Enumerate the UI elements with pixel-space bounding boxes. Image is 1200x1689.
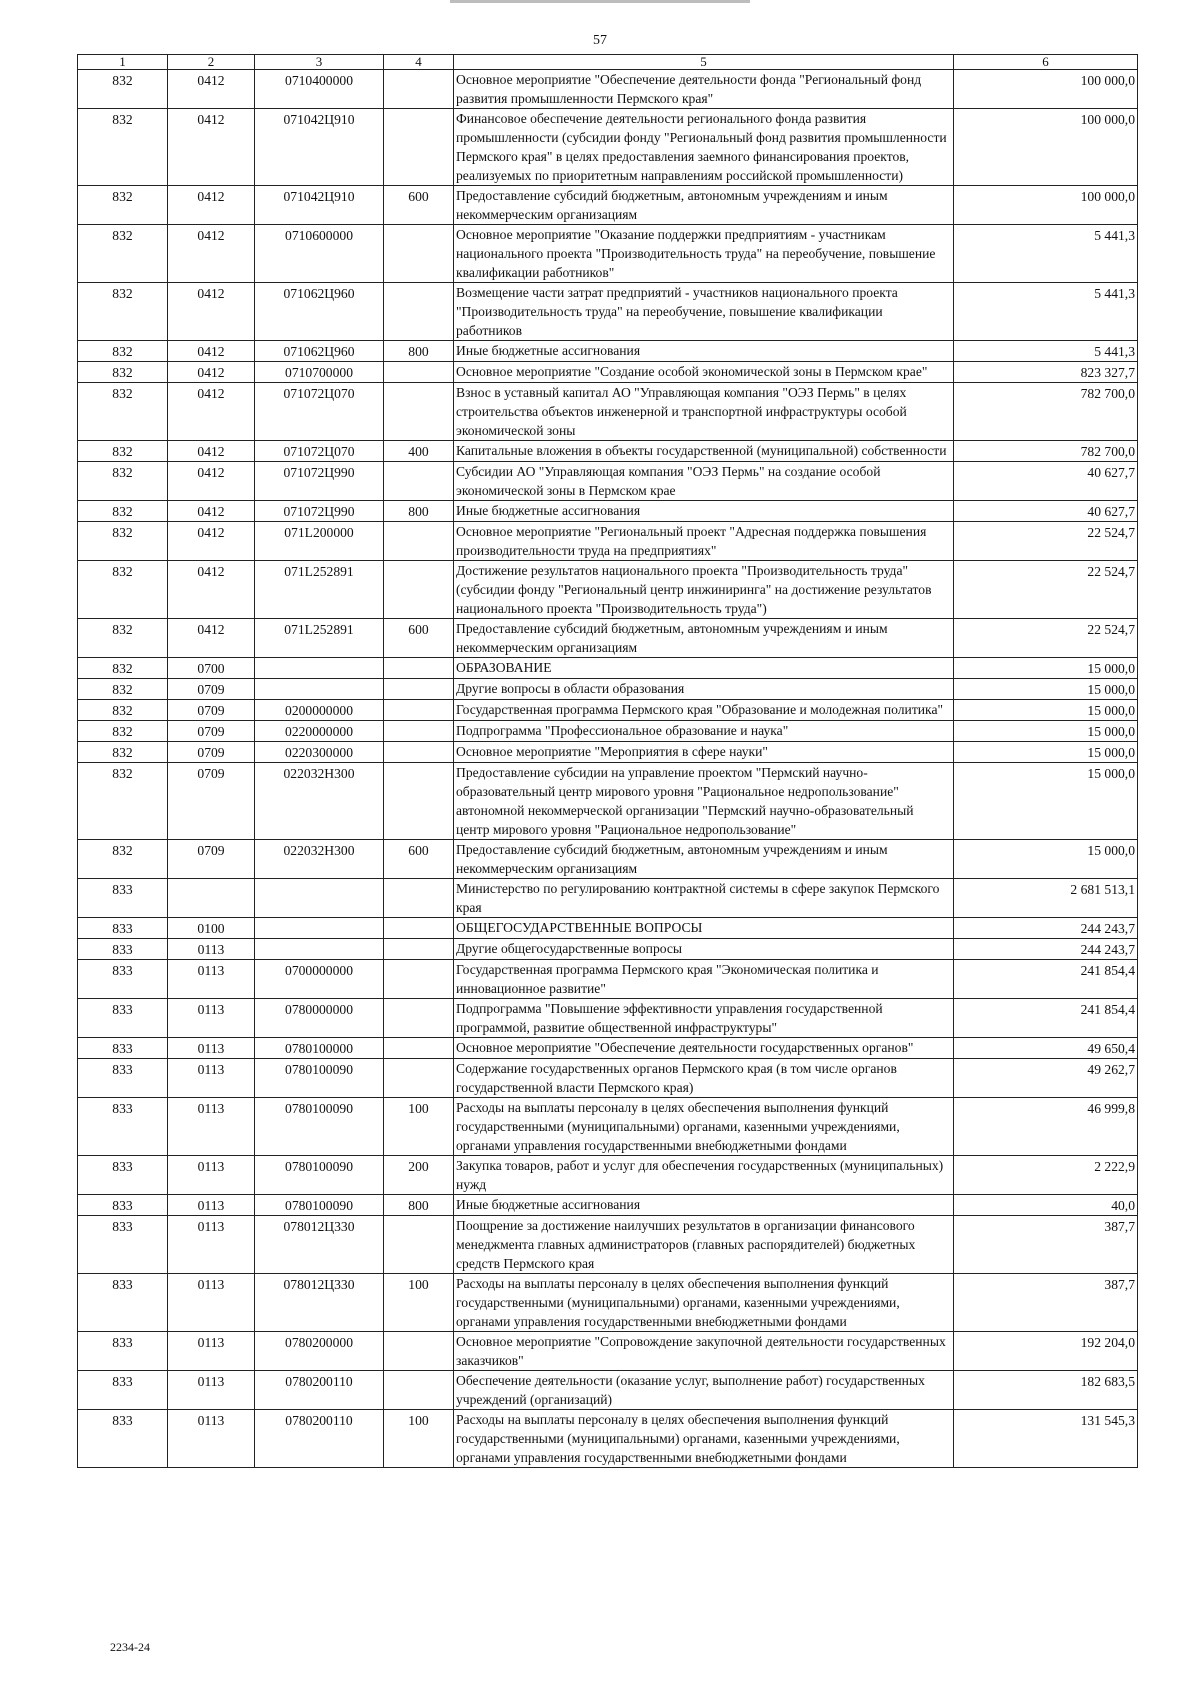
ministry-code-cell: 833 xyxy=(78,1195,168,1216)
table-row xyxy=(78,1156,1138,1195)
item-description-cell: Государственная программа Пермского края "Экономическая политика и инновационное развитие" xyxy=(454,960,954,999)
section-code-cell: 0412 xyxy=(168,225,255,283)
item-description-cell: Иные бюджетные ассигнования xyxy=(454,1195,954,1216)
table-row xyxy=(78,225,1138,283)
section-code-cell: 0412 xyxy=(168,362,255,383)
section-code-cell: 0113 xyxy=(168,1195,255,1216)
ministry-code-cell: 833 xyxy=(78,1371,168,1410)
table-row xyxy=(78,1038,1138,1059)
item-description-cell: Капитальные вложения в объекты государственной (муниципальной) собственности xyxy=(454,441,954,462)
target-article-code-cell xyxy=(255,679,384,700)
amount-cell: 15 000,0 xyxy=(954,721,1138,742)
ministry-code-cell: 832 xyxy=(78,840,168,879)
section-code-cell: 0113 xyxy=(168,939,255,960)
amount-cell: 100 000,0 xyxy=(954,109,1138,186)
target-article-code-cell: 0780200110 xyxy=(255,1410,384,1468)
ministry-code-cell: 832 xyxy=(78,70,168,109)
table-body xyxy=(78,70,1138,1468)
item-description-cell: Государственная программа Пермского края "Образование и молодежная политика" xyxy=(454,700,954,721)
section-code-cell: 0113 xyxy=(168,999,255,1038)
item-description-cell: Обеспечение деятельности (оказание услуг, выполнение работ) государственных учреждений (организаций) xyxy=(454,1371,954,1410)
amount-cell: 192 204,0 xyxy=(954,1332,1138,1371)
table-row xyxy=(78,918,1138,939)
table-row xyxy=(78,383,1138,441)
document-code: 2234-24 xyxy=(110,1640,150,1654)
table-row xyxy=(78,999,1138,1038)
target-article-code-cell xyxy=(255,939,384,960)
item-description-cell: Другие общегосударственные вопросы xyxy=(454,939,954,960)
target-article-code-cell: 0780100090 xyxy=(255,1195,384,1216)
section-code-cell: 0113 xyxy=(168,1156,255,1195)
section-code-cell: 0412 xyxy=(168,383,255,441)
amount-cell: 100 000,0 xyxy=(954,70,1138,109)
expense-type-code-cell: 100 xyxy=(384,1274,454,1332)
section-code-cell: 0412 xyxy=(168,441,255,462)
item-description-cell: Расходы на выплаты персоналу в целях обеспечения выполнения функций государственными (муниципальными) органами, казенными учреждениями, органами управления государственными внебюджетными фондами xyxy=(454,1410,954,1468)
target-article-code-cell: 071042Ц910 xyxy=(255,109,384,186)
target-article-code-cell: 0710700000 xyxy=(255,362,384,383)
ministry-code-cell: 833 xyxy=(78,939,168,960)
ministry-code-cell: 833 xyxy=(78,918,168,939)
item-description-cell: Расходы на выплаты персоналу в целях обеспечения выполнения функций государственными (муниципальными) органами, казенными учреждениями, органами управления государственными внебюджетными фондами xyxy=(454,1098,954,1156)
target-article-code-cell: 0780100090 xyxy=(255,1059,384,1098)
amount-cell: 387,7 xyxy=(954,1216,1138,1274)
ministry-code-cell: 832 xyxy=(78,742,168,763)
amount-cell: 782 700,0 xyxy=(954,441,1138,462)
amount-cell: 22 524,7 xyxy=(954,522,1138,561)
target-article-code-cell: 071072Ц070 xyxy=(255,441,384,462)
section-code-cell: 0100 xyxy=(168,918,255,939)
section-code-cell: 0412 xyxy=(168,341,255,362)
amount-cell: 2 222,9 xyxy=(954,1156,1138,1195)
target-article-code-cell: 071072Ц070 xyxy=(255,383,384,441)
target-article-code-cell: 071062Ц960 xyxy=(255,283,384,341)
page-number: 57 xyxy=(593,33,607,48)
table-row xyxy=(78,939,1138,960)
target-article-code-cell: 0780100090 xyxy=(255,1156,384,1195)
target-article-code-cell: 0700000000 xyxy=(255,960,384,999)
table-row xyxy=(78,960,1138,999)
expense-type-code-cell xyxy=(384,763,454,840)
section-code-cell: 0412 xyxy=(168,619,255,658)
expense-type-code-cell xyxy=(384,109,454,186)
expense-type-code-cell xyxy=(384,1038,454,1059)
expense-type-code-cell xyxy=(384,522,454,561)
table-row xyxy=(78,441,1138,462)
item-description-cell: ОБЩЕГОСУДАРСТВЕННЫЕ ВОПРОСЫ xyxy=(454,918,954,939)
expense-type-code-cell xyxy=(384,1371,454,1410)
expense-type-code-cell: 100 xyxy=(384,1098,454,1156)
expense-type-code-cell xyxy=(384,742,454,763)
expense-type-code-cell: 400 xyxy=(384,441,454,462)
item-description-cell: Основное мероприятие "Сопровождение закупочной деятельности государственных заказчиков" xyxy=(454,1332,954,1371)
item-description-cell: Подпрограмма "Повышение эффективности управления государственной программой, развитие общественной инфраструктуры" xyxy=(454,999,954,1038)
target-article-code-cell: 0710600000 xyxy=(255,225,384,283)
target-article-code-cell: 071072Ц990 xyxy=(255,462,384,501)
ministry-code-cell: 832 xyxy=(78,561,168,619)
amount-cell: 22 524,7 xyxy=(954,561,1138,619)
target-article-code-cell: 0780100000 xyxy=(255,1038,384,1059)
item-description-cell: Закупка товаров, работ и услуг для обеспечения государственных (муниципальных) нужд xyxy=(454,1156,954,1195)
table-row xyxy=(78,341,1138,362)
expense-type-code-cell: 600 xyxy=(384,840,454,879)
target-article-code-cell: 0710400000 xyxy=(255,70,384,109)
amount-cell: 49 650,4 xyxy=(954,1038,1138,1059)
section-code-cell: 0709 xyxy=(168,721,255,742)
section-code-cell: 0113 xyxy=(168,1332,255,1371)
amount-cell: 15 000,0 xyxy=(954,763,1138,840)
ministry-code-cell: 833 xyxy=(78,1410,168,1468)
ministry-code-cell: 833 xyxy=(78,1274,168,1332)
table-row xyxy=(78,362,1138,383)
target-article-code-cell: 071L252891 xyxy=(255,561,384,619)
item-description-cell: ОБРАЗОВАНИЕ xyxy=(454,658,954,679)
table-row xyxy=(78,679,1138,700)
ministry-code-cell: 833 xyxy=(78,1216,168,1274)
ministry-code-cell: 832 xyxy=(78,225,168,283)
table-row xyxy=(78,840,1138,879)
amount-cell: 15 000,0 xyxy=(954,658,1138,679)
ministry-code-cell: 832 xyxy=(78,441,168,462)
section-code-cell: 0113 xyxy=(168,960,255,999)
column-header: 1 xyxy=(78,55,168,70)
amount-cell: 15 000,0 xyxy=(954,700,1138,721)
table-row xyxy=(78,879,1138,918)
ministry-code-cell: 832 xyxy=(78,362,168,383)
expense-type-code-cell xyxy=(384,561,454,619)
expense-type-code-cell xyxy=(384,721,454,742)
ministry-code-cell: 833 xyxy=(78,879,168,918)
section-code-cell: 0113 xyxy=(168,1410,255,1468)
table-row xyxy=(78,763,1138,840)
expense-type-code-cell xyxy=(384,918,454,939)
section-code-cell: 0113 xyxy=(168,1216,255,1274)
amount-cell: 5 441,3 xyxy=(954,341,1138,362)
section-code-cell: 0412 xyxy=(168,109,255,186)
expense-type-code-cell xyxy=(384,362,454,383)
item-description-cell: Иные бюджетные ассигнования xyxy=(454,501,954,522)
column-header: 4 xyxy=(384,55,454,70)
item-description-cell: Достижение результатов национального проекта "Производительность труда" (субсидии фонду "Региональный центр инжиниринга" на достижение результатов национального проекта "Производительность труда") xyxy=(454,561,954,619)
item-description-cell: Основное мероприятие "Обеспечение деятельности фонда "Региональный фонд развития промышленности Пермского края" xyxy=(454,70,954,109)
expense-type-code-cell: 100 xyxy=(384,1410,454,1468)
section-code-cell: 0709 xyxy=(168,763,255,840)
expense-type-code-cell xyxy=(384,879,454,918)
target-article-code-cell: 0220300000 xyxy=(255,742,384,763)
table-row xyxy=(78,1274,1138,1332)
column-header: 2 xyxy=(168,55,255,70)
target-article-code-cell: 022032Н300 xyxy=(255,840,384,879)
amount-cell: 15 000,0 xyxy=(954,840,1138,879)
table-row xyxy=(78,619,1138,658)
section-code-cell: 0412 xyxy=(168,186,255,225)
ministry-code-cell: 833 xyxy=(78,1332,168,1371)
target-article-code-cell: 0200000000 xyxy=(255,700,384,721)
expense-type-code-cell xyxy=(384,960,454,999)
target-article-code-cell: 022032Н300 xyxy=(255,763,384,840)
column-header: 3 xyxy=(255,55,384,70)
amount-cell: 782 700,0 xyxy=(954,383,1138,441)
amount-cell: 823 327,7 xyxy=(954,362,1138,383)
amount-cell: 46 999,8 xyxy=(954,1098,1138,1156)
amount-cell: 15 000,0 xyxy=(954,742,1138,763)
amount-cell: 241 854,4 xyxy=(954,960,1138,999)
section-code-cell: 0113 xyxy=(168,1371,255,1410)
ministry-code-cell: 832 xyxy=(78,619,168,658)
target-article-code-cell xyxy=(255,879,384,918)
ministry-code-cell: 832 xyxy=(78,462,168,501)
target-article-code-cell: 071072Ц990 xyxy=(255,501,384,522)
table-row xyxy=(78,658,1138,679)
item-description-cell: Предоставление субсидий бюджетным, автономным учреждениям и иным некоммерческим организациям xyxy=(454,619,954,658)
amount-cell: 22 524,7 xyxy=(954,619,1138,658)
amount-cell: 5 441,3 xyxy=(954,225,1138,283)
ministry-code-cell: 833 xyxy=(78,1038,168,1059)
amount-cell: 2 681 513,1 xyxy=(954,879,1138,918)
expense-type-code-cell: 600 xyxy=(384,619,454,658)
ministry-code-cell: 832 xyxy=(78,763,168,840)
ministry-code-cell: 833 xyxy=(78,960,168,999)
table-row xyxy=(78,700,1138,721)
table-row xyxy=(78,742,1138,763)
item-description-cell: Предоставление субсидий бюджетным, автономным учреждениям и иным некоммерческим организациям xyxy=(454,186,954,225)
section-code-cell: 0412 xyxy=(168,522,255,561)
item-description-cell: Поощрение за достижение наилучших результатов в организации финансового менеджмента главных администраторов (главных распорядителей) бюджетных средств Пермского края xyxy=(454,1216,954,1274)
item-description-cell: Предоставление субсидий бюджетным, автономным учреждениям и иным некоммерческим организациям xyxy=(454,840,954,879)
ministry-code-cell: 832 xyxy=(78,383,168,441)
table-row xyxy=(78,109,1138,186)
section-code-cell: 0412 xyxy=(168,561,255,619)
expense-type-code-cell: 200 xyxy=(384,1156,454,1195)
item-description-cell: Другие вопросы в области образования xyxy=(454,679,954,700)
amount-cell: 131 545,3 xyxy=(954,1410,1138,1468)
section-code-cell: 0709 xyxy=(168,679,255,700)
ministry-code-cell: 833 xyxy=(78,1059,168,1098)
ministry-code-cell: 833 xyxy=(78,1156,168,1195)
item-description-cell: Расходы на выплаты персоналу в целях обеспечения выполнения функций государственными (муниципальными) органами, казенными учреждениями, органами управления государственными внебюджетными фондами xyxy=(454,1274,954,1332)
target-article-code-cell: 0220000000 xyxy=(255,721,384,742)
budget-table xyxy=(77,54,1138,1468)
item-description-cell: Министерство по регулированию контрактной системы в сфере закупок Пермского края xyxy=(454,879,954,918)
section-code-cell: 0113 xyxy=(168,1059,255,1098)
section-code-cell: 0113 xyxy=(168,1038,255,1059)
section-code-cell: 0412 xyxy=(168,462,255,501)
amount-cell: 244 243,7 xyxy=(954,918,1138,939)
expense-type-code-cell xyxy=(384,700,454,721)
table-row xyxy=(78,1332,1138,1371)
section-code-cell: 0700 xyxy=(168,658,255,679)
table-row xyxy=(78,501,1138,522)
section-code-cell xyxy=(168,879,255,918)
expense-type-code-cell xyxy=(384,999,454,1038)
table-row xyxy=(78,462,1138,501)
expense-type-code-cell xyxy=(384,70,454,109)
item-description-cell: Основное мероприятие "Региональный проект "Адресная поддержка повышения производительности труда на предприятиях" xyxy=(454,522,954,561)
section-code-cell: 0412 xyxy=(168,283,255,341)
target-article-code-cell: 078012Ц330 xyxy=(255,1274,384,1332)
item-description-cell: Субсидии АО "Управляющая компания "ОЭЗ Пермь" на создание особой экономической зоны в Пермском крае xyxy=(454,462,954,501)
amount-cell: 15 000,0 xyxy=(954,679,1138,700)
table-row xyxy=(78,721,1138,742)
item-description-cell: Иные бюджетные ассигнования xyxy=(454,341,954,362)
ministry-code-cell: 832 xyxy=(78,109,168,186)
amount-cell: 100 000,0 xyxy=(954,186,1138,225)
item-description-cell: Взнос в уставный капитал АО "Управляющая компания "ОЭЗ Пермь" в целях строительства объектов инженерной и транспортной инфраструктуры особой экономической зоны xyxy=(454,383,954,441)
expense-type-code-cell xyxy=(384,462,454,501)
amount-cell: 5 441,3 xyxy=(954,283,1138,341)
item-description-cell: Подпрограмма "Профессиональное образование и наука" xyxy=(454,721,954,742)
section-code-cell: 0709 xyxy=(168,742,255,763)
expense-type-code-cell xyxy=(384,1216,454,1274)
amount-cell: 40 627,7 xyxy=(954,501,1138,522)
section-code-cell: 0709 xyxy=(168,700,255,721)
amount-cell: 49 262,7 xyxy=(954,1059,1138,1098)
item-description-cell: Основное мероприятие "Обеспечение деятельности государственных органов" xyxy=(454,1038,954,1059)
expense-type-code-cell xyxy=(384,939,454,960)
ministry-code-cell: 832 xyxy=(78,679,168,700)
table-row xyxy=(78,1371,1138,1410)
ministry-code-cell: 832 xyxy=(78,522,168,561)
top-scan-rule xyxy=(450,0,750,3)
expense-type-code-cell xyxy=(384,283,454,341)
table-row xyxy=(78,1410,1138,1468)
expense-type-code-cell: 800 xyxy=(384,341,454,362)
amount-cell: 40,0 xyxy=(954,1195,1138,1216)
ministry-code-cell: 832 xyxy=(78,658,168,679)
target-article-code-cell: 071L200000 xyxy=(255,522,384,561)
section-code-cell: 0412 xyxy=(168,501,255,522)
amount-cell: 182 683,5 xyxy=(954,1371,1138,1410)
target-article-code-cell: 0780200110 xyxy=(255,1371,384,1410)
ministry-code-cell: 833 xyxy=(78,999,168,1038)
item-description-cell: Предоставление субсидии на управление проектом "Пермский научно-образовательный центр мирового уровня "Рациональное недропользование" автономной некоммерческой организации "Пермский научно-образовательный центр мирового уровня "Рациональное недропользование" xyxy=(454,763,954,840)
ministry-code-cell: 832 xyxy=(78,721,168,742)
ministry-code-cell: 832 xyxy=(78,501,168,522)
section-code-cell: 0709 xyxy=(168,840,255,879)
target-article-code-cell: 071L252891 xyxy=(255,619,384,658)
expense-type-code-cell xyxy=(384,679,454,700)
item-description-cell: Содержание государственных органов Пермского края (в том числе органов государственной власти Пермского края) xyxy=(454,1059,954,1098)
table-row xyxy=(78,522,1138,561)
expense-type-code-cell xyxy=(384,383,454,441)
amount-cell: 40 627,7 xyxy=(954,462,1138,501)
target-article-code-cell: 078012Ц330 xyxy=(255,1216,384,1274)
item-description-cell: Финансовое обеспечение деятельности регионального фонда развития промышленности (субсидии фонду "Региональный фонд развития промышленности Пермского края" в целях предоставления заемного финансирования проектов, реализуемых по приоритетным направлениям российской промышленности) xyxy=(454,109,954,186)
expense-type-code-cell: 800 xyxy=(384,1195,454,1216)
table-row xyxy=(78,1216,1138,1274)
section-code-cell: 0412 xyxy=(168,70,255,109)
item-description-cell: Возмещение части затрат предприятий - участников национального проекта "Производительность труда" на переобучение, повышение квалификации работников xyxy=(454,283,954,341)
amount-cell: 241 854,4 xyxy=(954,999,1138,1038)
column-header: 6 xyxy=(954,55,1138,70)
ministry-code-cell: 832 xyxy=(78,341,168,362)
ministry-code-cell: 833 xyxy=(78,1098,168,1156)
table-row xyxy=(78,1098,1138,1156)
table-row xyxy=(78,1059,1138,1098)
ministry-code-cell: 832 xyxy=(78,186,168,225)
item-description-cell: Основное мероприятие "Оказание поддержки предприятиям - участникам национального проекта "Производительность труда" на переобучение, повышение квалификации работников" xyxy=(454,225,954,283)
target-article-code-cell: 071042Ц910 xyxy=(255,186,384,225)
target-article-code-cell xyxy=(255,658,384,679)
expense-type-code-cell xyxy=(384,1332,454,1371)
target-article-code-cell: 0780000000 xyxy=(255,999,384,1038)
table-row xyxy=(78,561,1138,619)
target-article-code-cell xyxy=(255,918,384,939)
expense-type-code-cell: 800 xyxy=(384,501,454,522)
table-row xyxy=(78,283,1138,341)
table-header-row xyxy=(78,55,1138,70)
target-article-code-cell: 0780100090 xyxy=(255,1098,384,1156)
column-header: 5 xyxy=(454,55,954,70)
table-row xyxy=(78,70,1138,109)
amount-cell: 387,7 xyxy=(954,1274,1138,1332)
item-description-cell: Основное мероприятие "Мероприятия в сфере науки" xyxy=(454,742,954,763)
expense-type-code-cell xyxy=(384,1059,454,1098)
section-code-cell: 0113 xyxy=(168,1274,255,1332)
ministry-code-cell: 832 xyxy=(78,283,168,341)
target-article-code-cell: 071062Ц960 xyxy=(255,341,384,362)
ministry-code-cell: 832 xyxy=(78,700,168,721)
expense-type-code-cell xyxy=(384,658,454,679)
section-code-cell: 0113 xyxy=(168,1098,255,1156)
amount-cell: 244 243,7 xyxy=(954,939,1138,960)
table-row xyxy=(78,1195,1138,1216)
expense-type-code-cell: 600 xyxy=(384,186,454,225)
item-description-cell: Основное мероприятие "Создание особой экономической зоны в Пермском крае" xyxy=(454,362,954,383)
expense-type-code-cell xyxy=(384,225,454,283)
table-row xyxy=(78,186,1138,225)
target-article-code-cell: 0780200000 xyxy=(255,1332,384,1371)
